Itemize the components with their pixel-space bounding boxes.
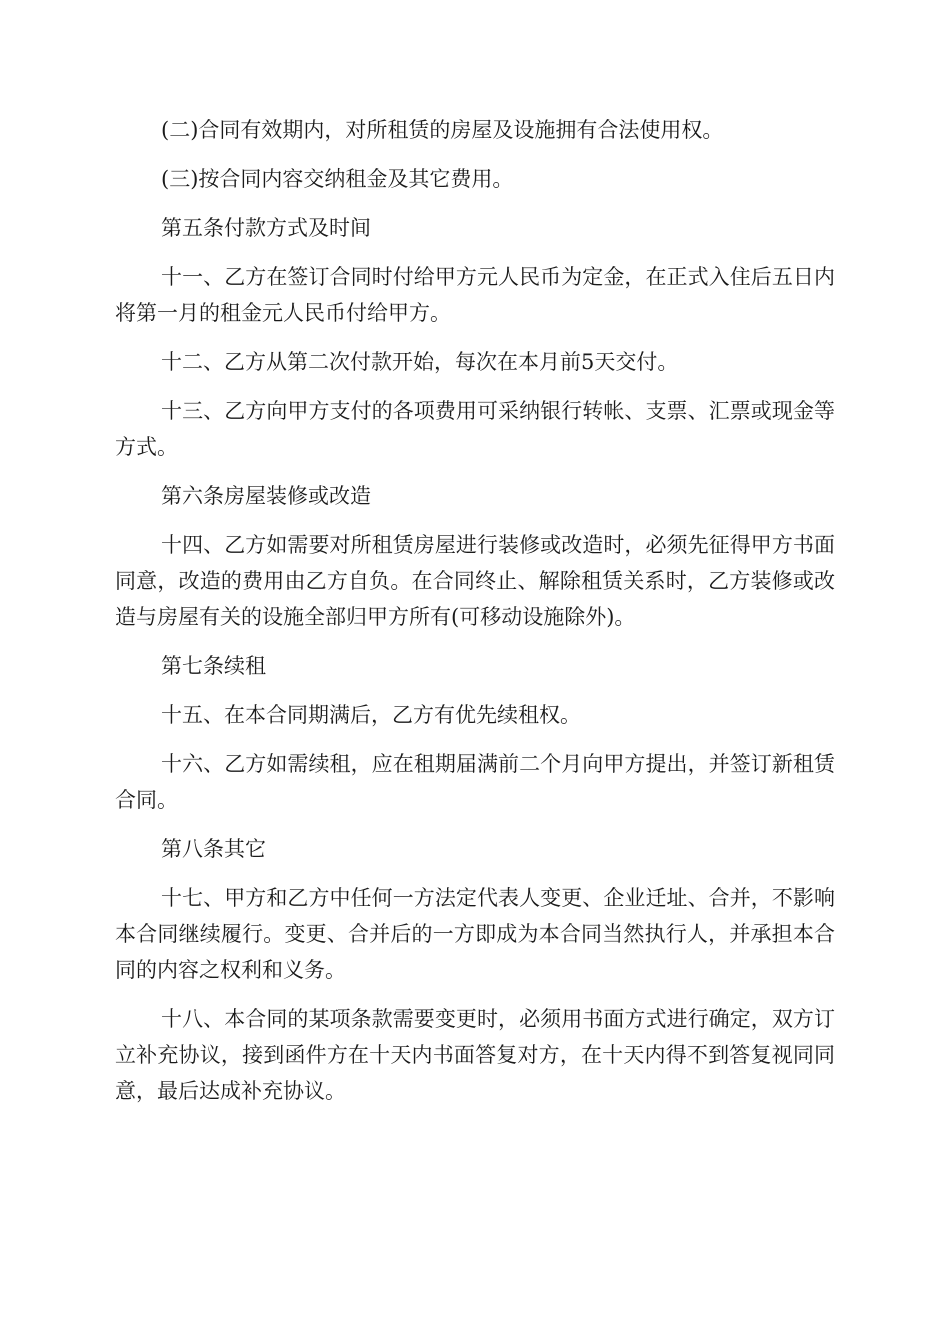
clause-15: 十五、在本合同期满后，乙方有优先续租权。 — [161, 703, 581, 727]
paragraph-2-rights: (二)合同有效期内，对所租赁的房屋及设施拥有合法使用权。 — [161, 118, 724, 142]
clause-12: 十二、乙方从第二次付款开始，每次在本月前5天交付。 — [161, 350, 679, 374]
paragraph-3-rent: (三)按合同内容交纳租金及其它费用。 — [161, 167, 514, 191]
clause-17: 十七、甲方和乙方中任何一方法定代表人变更、企业迁址、合并，不影响本合同继续履行。变更、合并后的一方即成为本合同当然执行人，并承担本合同的内容之权利和义务。 — [115, 886, 835, 982]
clause-18: 十八、本合同的某项条款需要变更时，必须用书面方式进行确定，双方订立补充协议，接到函件方在十天内书面答复对方，在十天内得不到答复视同同意，最后达成补充协议。 — [115, 1007, 835, 1103]
document-page — [115, 112, 835, 1122]
clause-16: 十六、乙方如需续租，应在租期届满前二个月向甲方提出，并签订新租赁合同。 — [115, 752, 835, 812]
article-8-heading: 第八条其它 — [161, 837, 266, 861]
article-7-heading: 第七条续租 — [161, 654, 266, 678]
article-6-heading: 第六条房屋装修或改造 — [161, 484, 371, 508]
article-5-heading: 第五条付款方式及时间 — [161, 216, 371, 240]
clause-13: 十三、乙方向甲方支付的各项费用可采纳银行转帐、支票、汇票或现金等方式。 — [115, 399, 835, 459]
clause-14: 十四、乙方如需要对所租赁房屋进行装修或改造时，必须先征得甲方书面同意，改造的费用由乙方自负。在合同终止、解除租赁关系时，乙方装修或改造与房屋有关的设施全部归甲方所有(可移动设施除外)。 — [115, 533, 835, 629]
clause-11: 十一、乙方在签订合同时付给甲方元人民币为定金，在正式入住后五日内将第一月的租金元人民币付给甲方。 — [115, 265, 835, 325]
